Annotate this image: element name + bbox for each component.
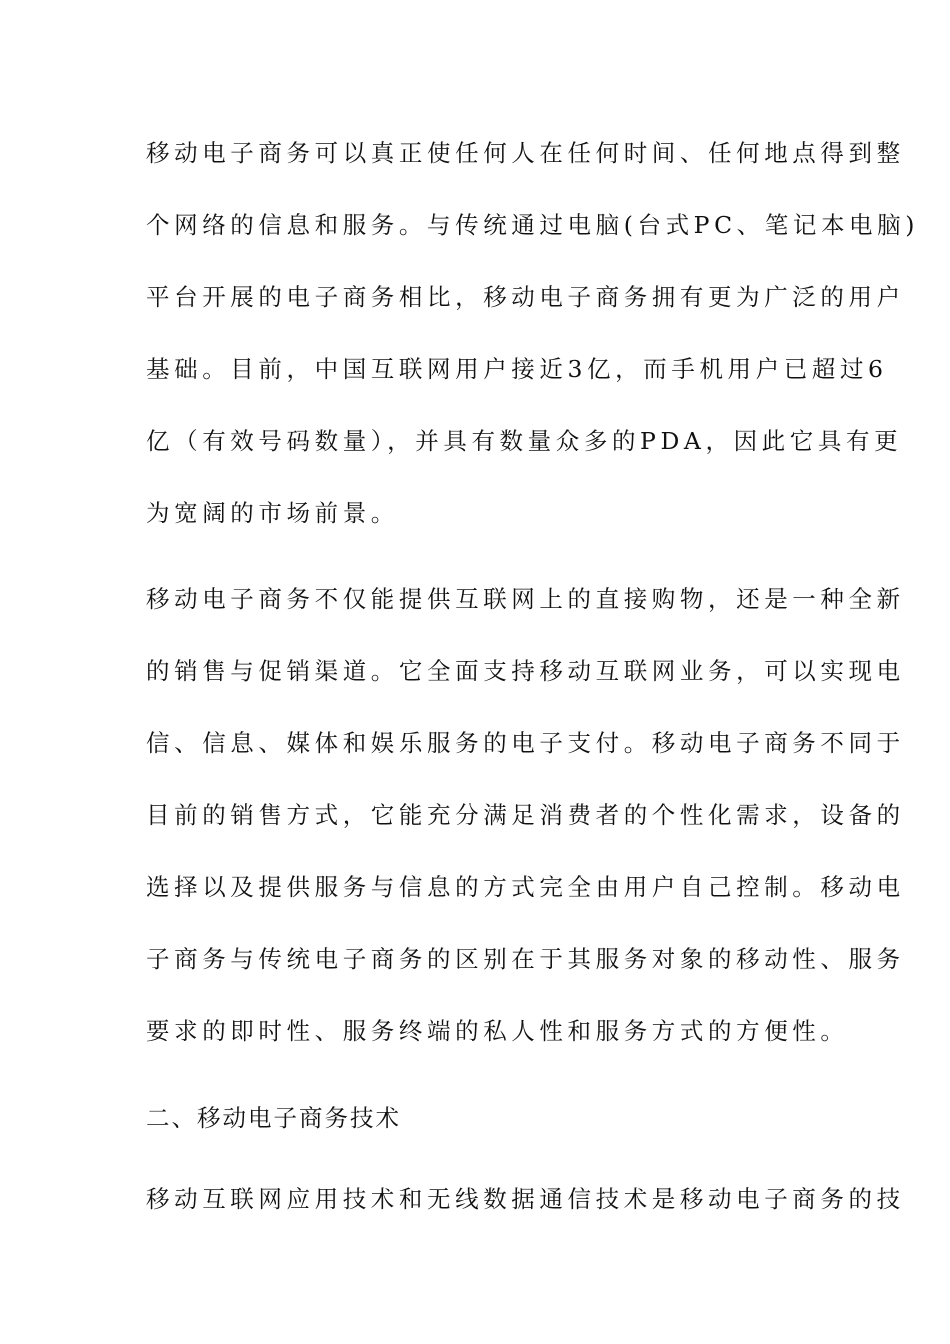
paragraph-2-line-7: 要求的即时性、服务终端的私人性和服务方式的方便性。 [146,1017,849,1045]
paragraph-3-line-1: 移动互联网应用技术和无线数据通信技术是移动电子商务的技 [146,1185,905,1213]
paragraph-2-line-1: 移动电子商务不仅能提供互联网上的直接购物，还是一种全新 [146,585,905,613]
paragraph-2-line-3: 信、信息、媒体和娱乐服务的电子支付。移动电子商务不同于 [146,729,905,757]
paragraph-1-line-3: 平台开展的电子商务相比，移动电子商务拥有更为广泛的用户 [146,283,905,311]
paragraph-2-line-4: 目前的销售方式，它能充分满足消费者的个性化需求，设备的 [146,801,905,829]
paragraph-1-line-5: 亿（有效号码数量），并具有数量众多的PDA，因此它具有更 [146,427,903,455]
paragraph-2-line-5: 选择以及提供服务与信息的方式完全由用户自己控制。移动电 [146,873,905,901]
paragraph-1-line-2: 个网络的信息和服务。与传统通过电脑(台式PC、笔记本电脑) [146,211,920,239]
paragraph-2-line-6: 子商务与传统电子商务的区别在于其服务对象的移动性、服务 [146,945,905,973]
paragraph-1-line-6: 为宽阔的市场前景。 [146,499,399,527]
paragraph-1-line-1: 移动电子商务可以真正使任何人在任何时间、任何地点得到整 [146,139,905,167]
section-heading: 二、移动电子商务技术 [146,1104,401,1132]
paragraph-2-line-2: 的销售与促销渠道。它全面支持移动互联网业务，可以实现电 [146,657,905,685]
paragraph-1-line-4: 基础。目前，中国互联网用户接近3亿，而手机用户已超过6 [146,355,888,383]
